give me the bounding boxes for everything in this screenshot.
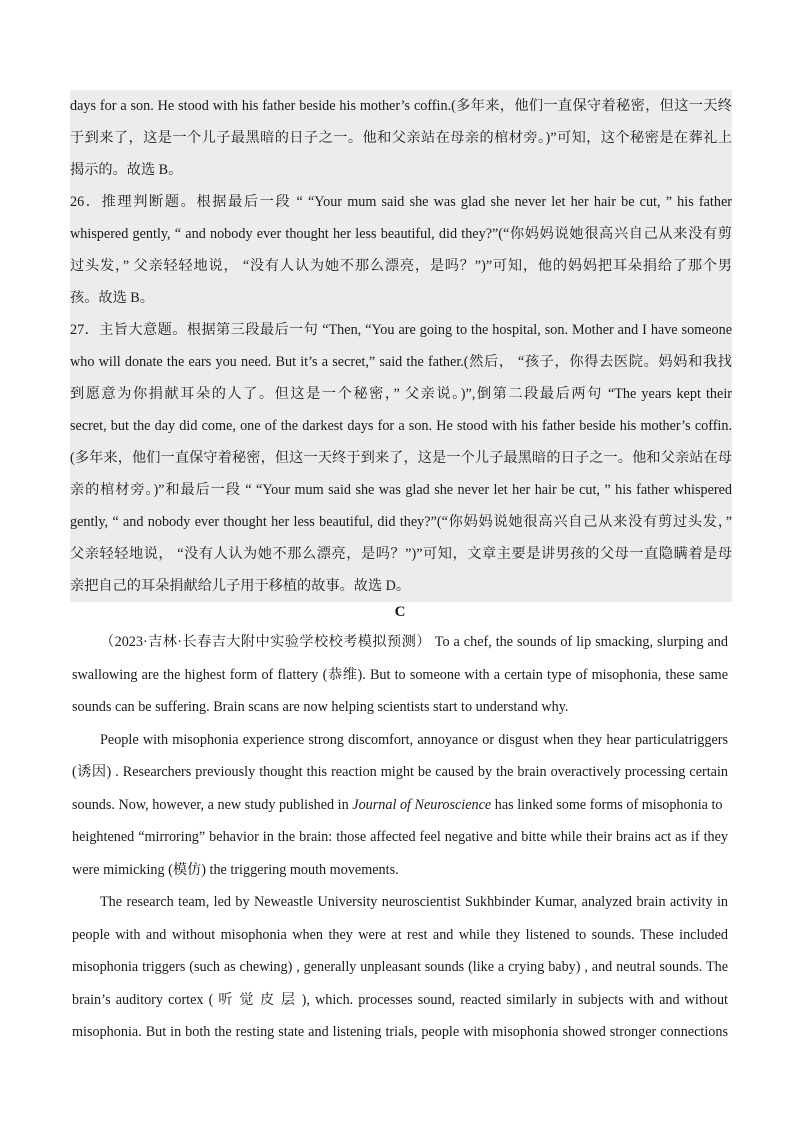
passage-line: brain’s auditory cortex ( 听 觉 皮 层 ), which. processes sound, reacted similarly in subjects with and without: [72, 991, 728, 1008]
passage-line: swallowing are the highest form of flattery (恭维). But to someone with a certain type of misophonia, these same: [72, 666, 728, 683]
answer-line: 亲把自己的耳朵捐献给儿子用于移植的故事。故选 D。: [70, 578, 411, 594]
answer-line: whispered gently, “ and nobody ever thought her less beautiful, did they?”(“你妈妈说她很高兴自己从来没有剪: [70, 226, 732, 242]
paragraph-1: [72, 626, 728, 724]
passage-line: people with and without misophonia when they were at rest and while they listened to sounds. These included: [72, 926, 728, 943]
answer-line: 过头发，” 父亲轻轻地说， “没有人认为她不那么漂亮，是吗？”)”可知，他的妈妈把耳朵捐给了那个男: [70, 258, 732, 274]
journal-title: Journal of Neuroscience: [352, 796, 492, 813]
passage-line: People with misophonia experience strong discomfort, annoyance or disgust when they hear particulatriggers: [100, 731, 728, 748]
answer-line: 揭示的。故选 B。: [70, 162, 183, 178]
reading-passage: [72, 626, 728, 1049]
passage-line: heightened “mirroring” behavior in the brain: those affected feel negative and bitte while their brains act as if they: [72, 829, 728, 845]
paragraph-3: [72, 886, 728, 1049]
section-heading: C: [394, 604, 406, 620]
answer-explanation-block: [70, 90, 732, 602]
passage-line: （2023·吉林·长春吉大附中实验学校校考模拟预测） To a chef, the sounds of lip smacking, slurping and: [100, 634, 728, 650]
answer-line: 26．推理判断题。根据最后一段 “ “Your mum said she was glad she never let her hair be cut, ” his father: [70, 194, 732, 210]
answer-line: 27．主旨大意题。根据第三段最后一句 “Then, “You are going to the hospital, son. Mother and I have someone: [70, 322, 732, 338]
answer-line: secret, but the day did come, one of the darkest days for a son. He stood with his father beside his mother’s coffin.: [70, 418, 732, 434]
answer-line: 亲的棺材旁。)”和最后一段 “ “Your mum said she was glad she never let her hair be cut, ” his father whispered: [70, 482, 732, 498]
passage-line: sounds can be suffering. Brain scans are now helping scientists start to understand why.: [72, 699, 569, 715]
answer-line: 父亲轻轻地说， “没有人认为她不那么漂亮，是吗？”)”可知，文章主要是讲男孩的父母一直隐瞒着是母: [70, 546, 732, 562]
passage-line: misophonia triggers (such as chewing) , generally unpleasant sounds (like a crying baby) , and neutral sounds. The: [72, 959, 728, 975]
passage-line: misophonia. But in both the resting state and listening trials, people with misophonia showed stronger connections: [72, 1024, 728, 1040]
passage-line: [72, 789, 728, 822]
passage-text: has linked some forms of misophonia to: [491, 796, 723, 813]
answer-line: 到愿意为你捐献耳朵的人了。但这是一个秘密，” 父亲说。)”,倒第二段最后两句 “The years kept their: [70, 386, 732, 402]
passage-line: were mimicking (模仿) the triggering mouth movements.: [72, 861, 399, 878]
answer-line: who will donate the ears you need. But it’s a secret,” said the father.(然后， “孩子，你得去医院。妈妈和我找: [70, 354, 732, 370]
passage-text: sounds. Now, however, a new study published in: [72, 796, 353, 813]
passage-line: (诱因) . Researchers previously thought this reaction might be caused by the brain overactively processing certain: [72, 764, 728, 780]
paragraph-2: [72, 724, 728, 887]
answer-line: days for a son. He stood with his father beside his mother’s coffin.(多年来，他们一直保守着秘密，但这一天终: [70, 98, 732, 114]
passage-line: The research team, led by Neweastle University neuroscientist Sukhbinder Kumar, analyzed brain activity in: [100, 894, 728, 910]
answer-line: gently, “ and nobody ever thought her less beautiful, did they?”(“你妈妈说她很高兴自己从来没有剪过头发，”: [70, 514, 732, 530]
answer-line: 孩。故选 B。: [70, 290, 154, 306]
answer-line: (多年来，他们一直保守着秘密，但这一天终于到来了，这是一个儿子最黑暗的日子之一。他和父亲站在母: [70, 450, 732, 466]
answer-line: 于到来了，这是一个儿子最黑暗的日子之一。他和父亲站在母亲的棺材旁。)”可知，这个秘密是在葬礼上: [70, 130, 732, 146]
